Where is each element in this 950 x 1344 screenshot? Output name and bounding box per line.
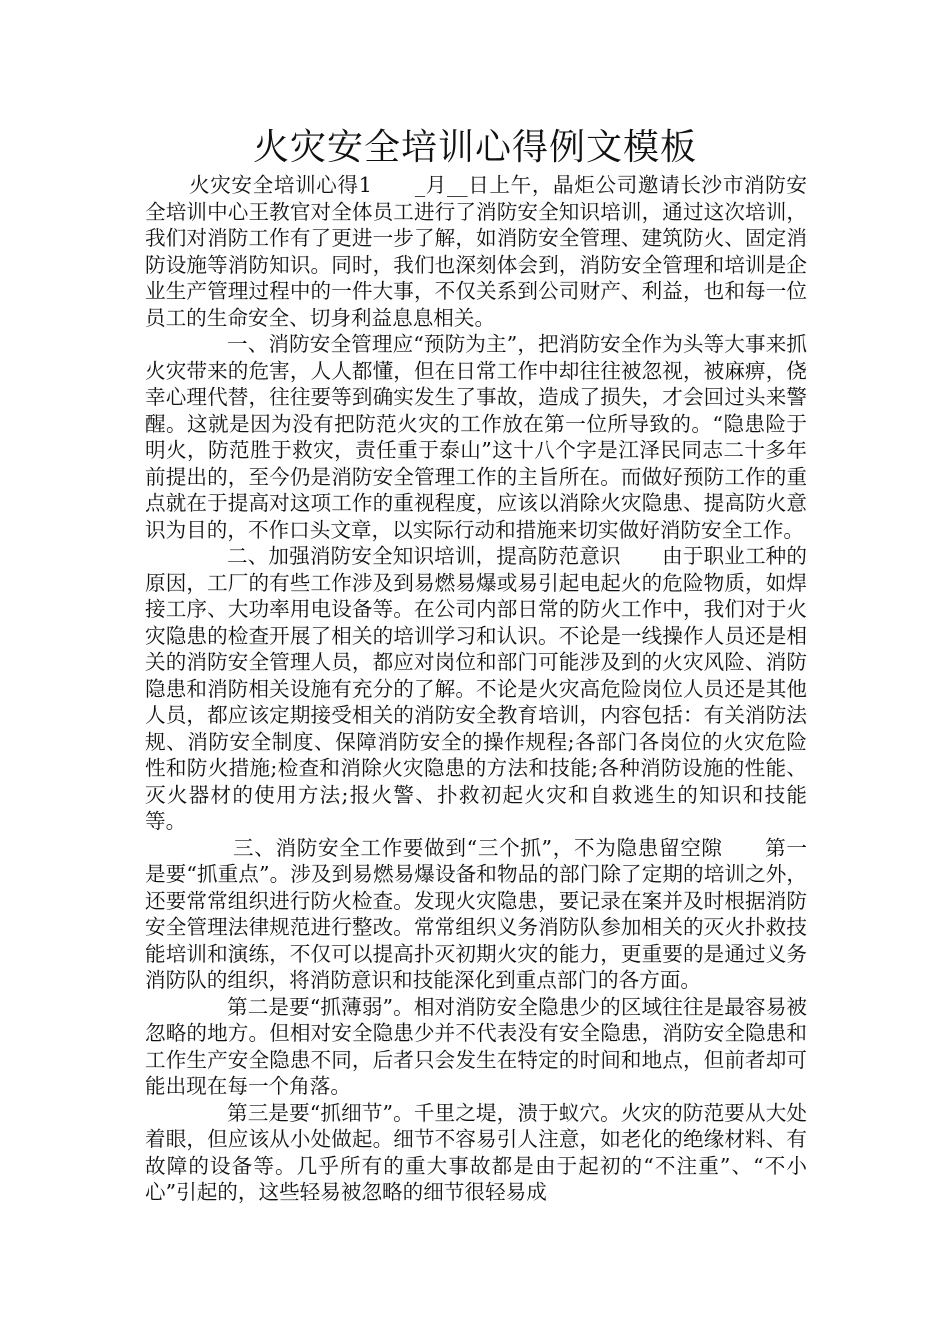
paragraph-intro: 火灾安全培训心得1 _月__日上午，晶炬公司邀请长沙市消防安全培训中心王教官对全体员工进行了消防安全知识培训，通过这次培训，我们对消防工作有了更进一步了解，如消防安全管理、建筑防火、固定消防设施等消防知识。同时，我们也深刻体会到，消防安全管理和培训是企业生产管理过程中的一件大事，不仅关系到公司财产、利益，也和每一位员工的生命安全、切身利益息息相关。 [145,173,807,330]
document-body [145,172,849,1206]
paragraph-section-1: 一、消防安全管理应“预防为主”，把消防安全作为头等大事来抓 火灾带来的危害，人人都懂，但在日常工作中却往往被忽视，被麻痹，侥幸心理代替，往往要等到确实发生了事故，造成了损失，才会回过头来警醒。这就是因为没有把防范火灾的工作放在第一位所导致的。“隐患险于明火，防范胜于救灾，责任重于泰山”这十八个字是江泽民同志二十多年前提出的，至今仍是消防安全管理工作的主旨所在。而做好预防工作的重点就在于提高对这项工作的重视程度，应该以消除火灾隐患、提高防火意识为目的，不作口头文章，以实际行动和措施来切实做好消防安全工作。 [145,332,849,542]
document-title: 火灾安全培训心得例文模板 [252,127,697,168]
paragraph-section-2: 二、加强消防安全知识培训，提高防范意识 由于职业工种的原因，工厂的有些工作涉及到易燃易爆或易引起电起火的危险物质，如焊接工序、大功率用电设备等。在公司内部日常的防火工作中，我们对于火灾隐患的检查开展了相关的培训学习和认识。不论是一线操作人员还是相关的消防安全管理人员，都应对岗位和部门可能涉及到的火灾风险、消防隐患和消防相关设施有充分的了解。不论是火灾高危险岗位人员还是其他人员，都应该定期接受相关的消防安全教育培训，内容包括：有关消防法规、消防安全制度、保障消防安全的操作规程;各部门各岗位的火灾危险性和防火措施;检查和消除火灾隐患的方法和技能;各种消防设施的性能、灭火器材的使用方法;报火警、扑救初起火灾和自救逃生的知识和技能等。 [145,544,807,833]
paragraph-section-3: 三、消防安全工作要做到“三个抓”，不为隐患留空隙 第一是要“抓重点”。涉及到易燃易爆设备和物品的部门除了定期的培训之外，还要常常组织进行防火检查。发现火灾隐患，要记录在案并及时根据消防安全管理法律规范进行整改。常常组织义务消防队参加相关的灭火扑救技能培训和演练，不仅可以提高扑灭初期火灾的能力，更重要的是通过义务消防队的组织，将消防意识和技能深化到重点部门的各方面。 [145,835,807,992]
paragraph-point-2: 第二是要“抓薄弱”。相对消防安全隐患少的区域往往是最容易被忽略的地方。但相对安全隐患少并不代表没有安全隐患，消防安全隐患和工作生产安全隐患不同，后者只会发生在特定的时间和地点，但前者却可能出现在每一个角落。 [145,994,807,1098]
paragraph-point-3: 第三是要“抓细节”。千里之堤，溃于蚁穴。火灾的防范要从大处着眼，但应该从小处做起。细节不容易引人注意，如老化的绝缘材料、有故障的设备等。几乎所有的重大事故都是由于起初的“不注重”、“不小心”引起的，这些轻易被忽略的细节很轻易成 [145,1100,807,1204]
